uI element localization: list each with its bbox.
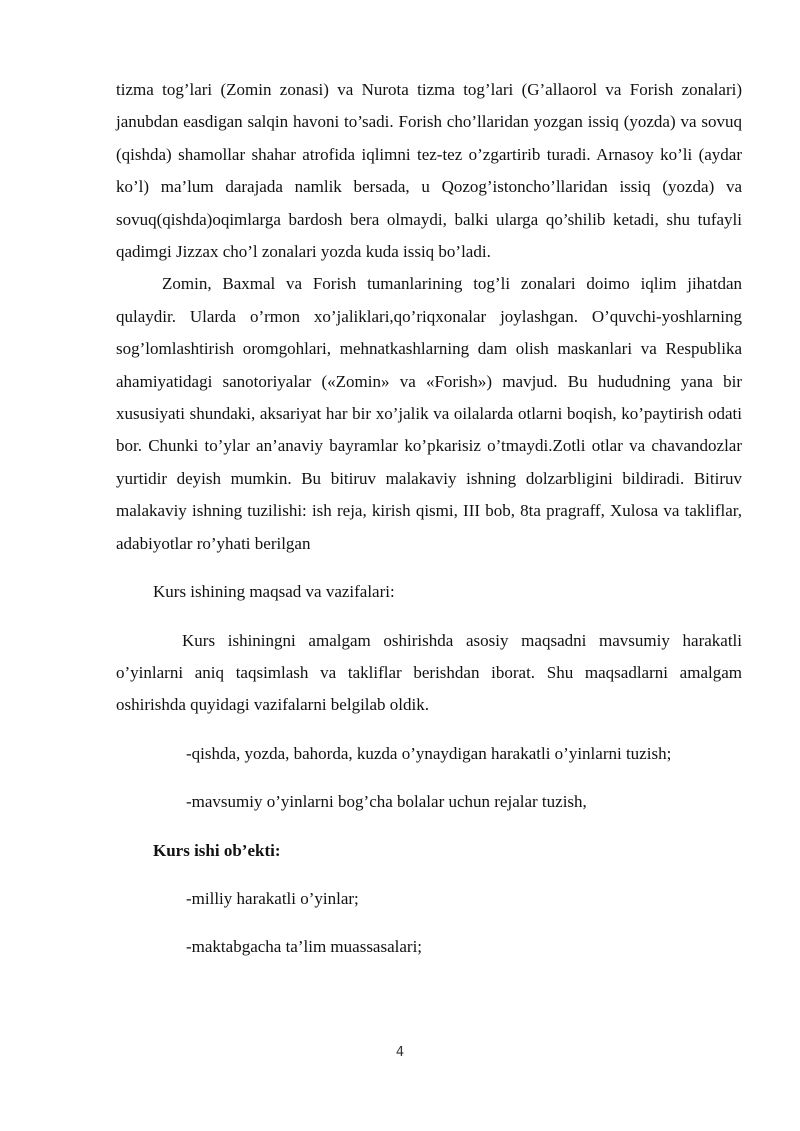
object-heading: Kurs ishi ob’ekti: bbox=[153, 840, 281, 860]
aims-heading: Kurs ishining maqsad va vazifalari: bbox=[153, 582, 395, 602]
paragraph-region: Zomin, Baxmal va Forish tumanlarining tog’li zonalari doimo iqlim jihatdan qulaydir. Ularda o’rmon xo’jaliklari,qo’riqxonalar joylashgan. O’quvchi-yoshlarning sog’lomlashtirish oromgohlari, mehnatkashlarning dam olish maskanlari va Respublika ahamiyatidagi sanotoriyalar («Zomin» va «Forish») mavjud. Bu hududning yana bir xususiyati shundaki, aksariyat har bir xo’jalik va oilalarda otlarni boqish, ko’paytirish odati bor. Chunki to’ylar an’anaviy bayramlar ko’pkarisiz o’tmaydi.Zotli otlar va chavandozlar yurtidir deyish mumkin. Bu bitiruv malakaviy ishning dolzarbligini bildiradi. Bitiruv malakaviy ishning tuzilishi: ish reja, kirish qismi, III bob, 8ta pragraff, Xulosa va takliflar, adabiyotlar ro’yhati berilgan bbox=[116, 274, 742, 553]
page-body bbox=[116, 74, 742, 964]
task-item-seasons: -qishda, yozda, bahorda, kuzda o’ynaydigan harakatli o’yinlarni tuzish; bbox=[186, 743, 672, 763]
page-number: 4 bbox=[395, 1045, 405, 1060]
paragraph-climate: tizma tog’lari (Zomin zonasi) va Nurota tizma tog’lari (G’allaorol va Forish zonalari) janubdan easdigan salqin havoni to’sadi. Forish cho’llaridan yozgan issiq (yozda) va sovuq (qishda) shamollar shahar atrofida iqlimni tez-tez o’zgartirib turadi. Arnasoy ko’li (aydar ko’l) ma’lum darajada namlik bersada, u Qozog’istoncho’llaridan issiq (yozda) va sovuq(qishda)oqimlarga bardosh bera olmaydi, balki ularga qo’shilib ketadi, shu tufayli qadimgi Jizzax cho’l zonalari yozda kuda issiq bo’ladi. bbox=[116, 80, 742, 262]
object-item-games: -milliy harakatli o’yinlar; bbox=[186, 888, 359, 908]
task-item-plans: -mavsumiy o’yinlarni bog’cha bolalar uchun rejalar tuzish, bbox=[186, 792, 587, 812]
object-item-preschools: -maktabgacha ta’lim muassasalari; bbox=[186, 937, 423, 957]
aims-paragraph: Kurs ishiningni amalgam oshirishda asosiy maqsadni mavsumiy harakatli o’yinlarni aniq taqsimlash va takliflar berishdan iborat. Shu maqsadlarni amalgam oshirishda quyidagi vazifalarni belgilab oldik. bbox=[116, 630, 742, 715]
